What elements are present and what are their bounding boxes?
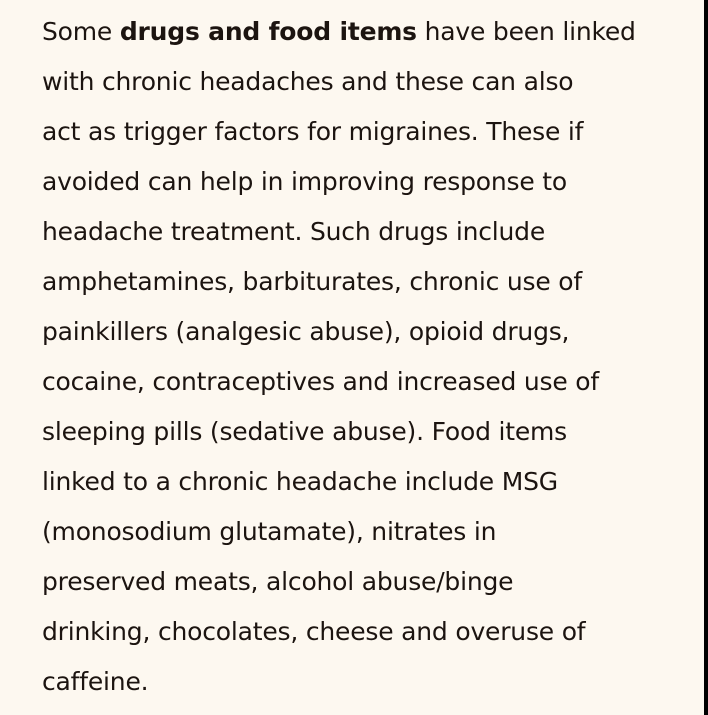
article-paragraph [42, 7, 694, 707]
text-line-13: drinking, chocolates, cheese and overuse of [42, 617, 586, 646]
text-line-3: act as trigger factors for migraines. These if [42, 117, 584, 146]
text-line-4: avoided can help in improving response to [42, 167, 567, 196]
bold-highlight: drugs and food items [119, 17, 417, 46]
text-line-6: amphetamines, barbiturates, chronic use of [42, 267, 582, 296]
text-line-11: (monosodium glutamate), nitrates in [42, 517, 497, 546]
text-line-12: preserved meats, alcohol abuse/binge [42, 567, 514, 596]
text-line-8: cocaine, contraceptives and increased use of [42, 367, 600, 396]
line-1-start: Some [42, 17, 120, 46]
text-line-2: with chronic headaches and these can also [42, 67, 574, 96]
text-line-14: caffeine. [42, 667, 149, 696]
text-line-10: linked to a chronic headache include MSG [42, 467, 558, 496]
text-line-9: sleeping pills (sedative abuse). Food items [42, 417, 567, 446]
text-line-5: headache treatment. Such drugs include [42, 217, 546, 246]
text-line-1 [42, 7, 694, 57]
line-1-end: have been linked [416, 17, 636, 46]
text-line-7: painkillers (analgesic abuse), opioid drugs, [42, 317, 570, 346]
